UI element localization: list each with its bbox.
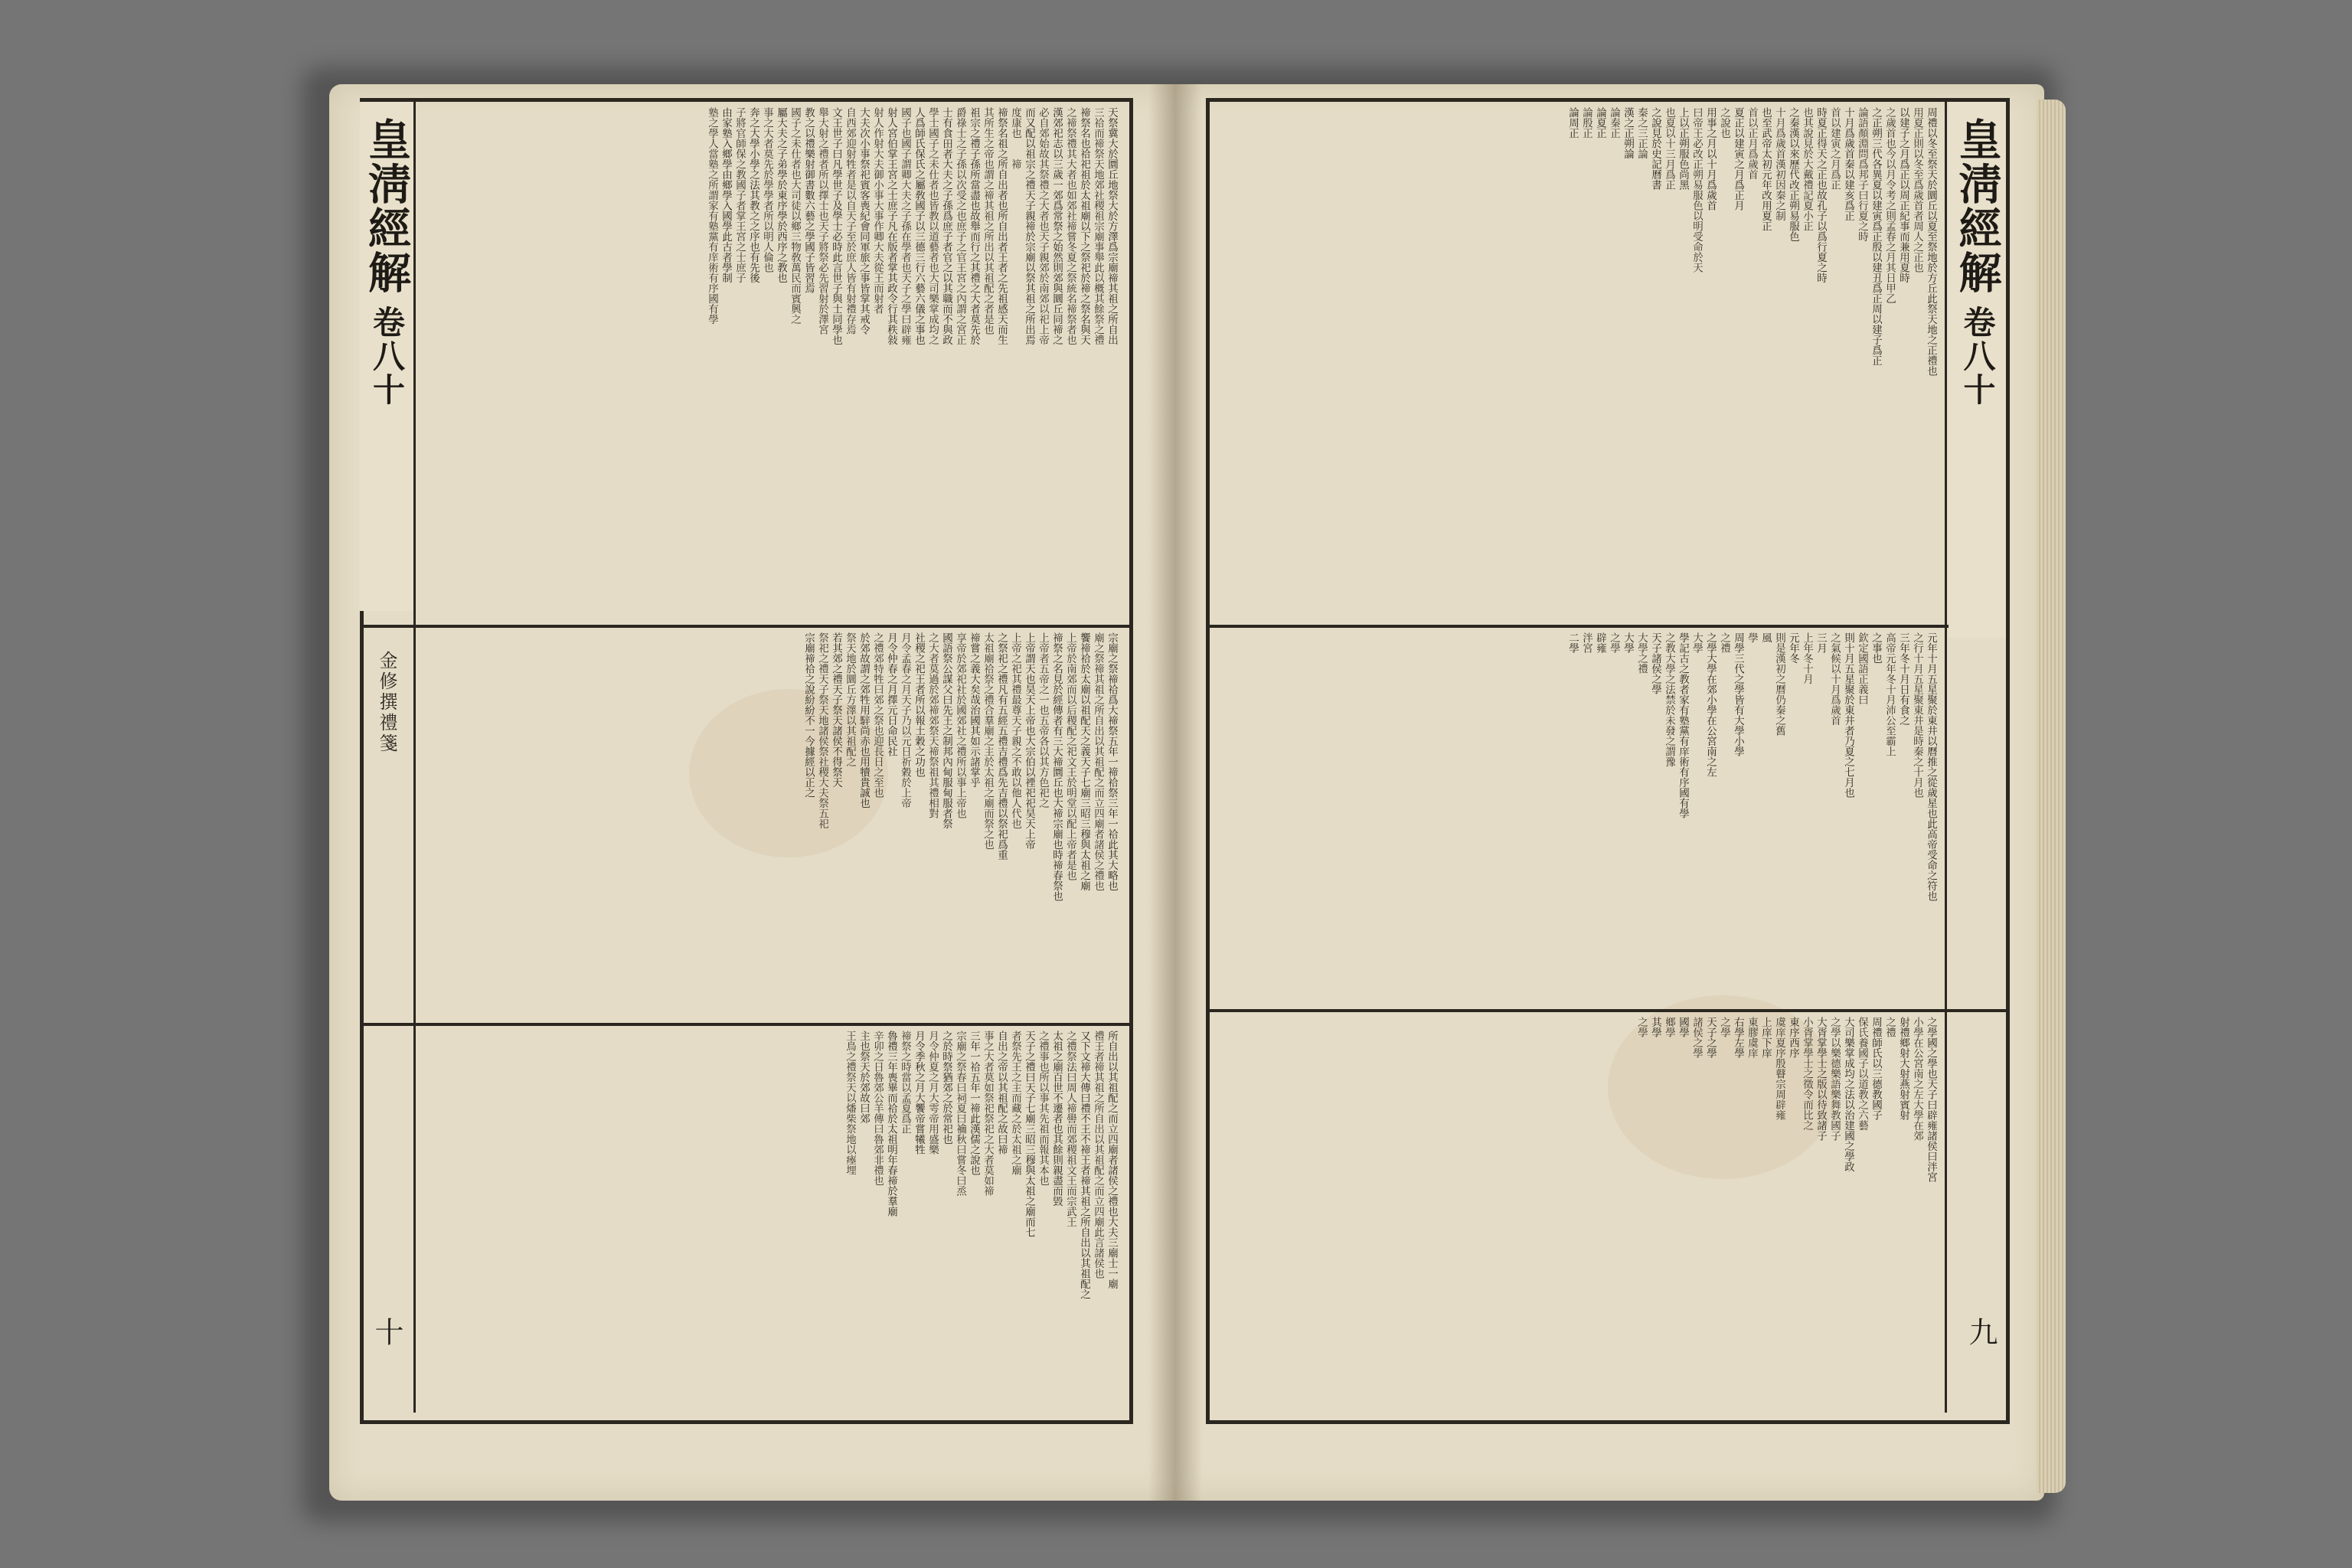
text-column: 上年冬十月 (1801, 632, 1813, 684)
text-column: 又下文禘大傳曰禮不王不禘王者禘其祖之所自出以其祖配之 (1078, 1031, 1090, 1299)
volume-label: 卷八十 (1958, 305, 1997, 407)
text-column: 其學 (1649, 1017, 1661, 1037)
text-column: 宗廟之祭春曰祠夏曰禴秋曰嘗冬曰烝 (954, 1031, 966, 1196)
text-column: 者祭先王之主而藏之於太祖之廟 (1009, 1031, 1021, 1175)
text-column: 學記古之教者家有塾黨有庠術有序國有學 (1677, 632, 1689, 818)
left-upper-band (429, 107, 1118, 620)
text-column: 論語顏淵問爲邦子曰行夏之時 (1856, 107, 1868, 242)
text-column: 之禘祭禮其大者也如郊社禘嘗冬夏之祭統名禘祭者也 (1064, 107, 1076, 345)
text-column: 天子之禮曰天子七廟三昭三穆與太祖之廟而七 (1023, 1031, 1035, 1237)
text-column: 魯禮三年喪畢而祫於太祖明年春禘於羣廟 (885, 1031, 897, 1217)
text-column: 祭天地於圜丘方澤以其祖配之 (844, 632, 856, 767)
book-gutter (1148, 84, 1202, 1501)
text-column: 祭祀之禮天子祭天地諸侯祭社稷大夫祭五祀 (816, 632, 828, 829)
text-column: 三月 (1815, 632, 1827, 653)
text-column: 子將官師保之教國子者掌王宮之士庶子 (733, 107, 746, 283)
text-column: 之學 (1718, 1017, 1730, 1037)
text-column: 用夏正則以冬至爲歲首者周人之正也 (1911, 107, 1923, 273)
text-column: 文王世子曰凡學世子及學士必時此言世子與士同學也 (830, 107, 842, 345)
text-column: 必自郊始故其祭禮之大者也天子親郊於南郊以祀上帝 (1037, 107, 1049, 345)
text-column: 王鳥之禮祭天以燔柴祭地以瘞埋 (844, 1031, 856, 1175)
text-column: 時夏正得天之正也故孔子以爲行夏之時 (1815, 107, 1827, 283)
text-column: 之行十月五星聚東井是時秦之十月也 (1911, 632, 1923, 798)
text-column: 月令孟春之月天子乃以元日祈穀於上帝 (899, 632, 911, 808)
text-column: 大夫次小事祭祀賓客喪紀會同軍旅之事皆掌其戒令 (858, 107, 870, 335)
text-column: 三年一祫五年一禘此漢儒之說也 (968, 1031, 980, 1175)
text-column: 也其說見於大戴禮記夏小正 (1801, 107, 1813, 231)
text-column: 禘祭名也祫祀祖於太祖廟以下之祭祀於禘之祭名與天 (1078, 107, 1090, 345)
text-column: 國子之未仕者也大司徒以鄉三物敎萬民而賓興之 (789, 107, 801, 325)
text-column: 論周正 (1566, 107, 1579, 139)
text-column: 士有食田者大夫之子孫爲庶子者官之以其職而不與政 (940, 107, 952, 345)
text-column: 主也祭天於郊故曰郊 (858, 1031, 870, 1124)
right-band-divider-lower (1206, 1009, 2010, 1012)
right-upper-band (1217, 107, 1937, 620)
text-column: 論殷正 (1580, 107, 1592, 139)
text-column: 上帝之祀其禮最尊天子親之不敢以他人代也 (1009, 632, 1021, 829)
text-column: 鄉學 (1663, 1017, 1675, 1037)
left-fold-strip (360, 102, 413, 611)
text-column: 東膠虞庠 (1746, 1017, 1758, 1058)
text-column: 國語祭公謀父曰先王之制邦內甸服甸服者祭 (940, 632, 952, 829)
series-title: 皇淸經解 (361, 117, 412, 295)
text-column: 月令季秋之月大饗帝嘗犧牲 (913, 1031, 925, 1155)
text-column: 之學國之學也天子曰辟雍諸侯曰泮宮 (1925, 1017, 1937, 1182)
text-column: 奔之大學小學之法其教之之序也有先後 (747, 107, 760, 283)
text-column: 上帝者五帝之一也五帝各以其方色祀之 (1037, 632, 1049, 808)
text-column: 漢郊祀志以三歲一郊爲常祭之始然則郊與圜丘同禘之 (1050, 107, 1063, 345)
text-column: 人爲師氏保氏之屬敎國子以三德三行六藝六儀之事也 (913, 107, 925, 345)
text-column: 之大者莫過於郊禘郊祭天禘祭祖其禮相對 (926, 632, 939, 818)
folio-number: 九 (1964, 1317, 1998, 1346)
text-column: 之禮 (1883, 1017, 1896, 1037)
text-column: 大學 (1690, 632, 1703, 653)
text-column: 東序西序 (1787, 1017, 1799, 1058)
text-column: 風 (1759, 632, 1772, 643)
text-column: 大學 (1622, 632, 1634, 653)
right-lower-band (1217, 1017, 1937, 1409)
text-column: 所自出以其祖配之而立四廟者諸侯之禮也大夫三廟士一廟 (1106, 1031, 1118, 1289)
text-column: 於郊故謂之郊牲用騂尚赤也用犢貴誠也 (858, 632, 870, 808)
text-column: 禘祭之時當以孟夏爲正 (899, 1031, 911, 1134)
text-column: 射人宮伯掌王宮之士庶子凡在版者掌其政令行其秩敍 (885, 107, 897, 345)
text-column: 右學左學 (1732, 1017, 1744, 1058)
right-fold-strip (1949, 102, 2006, 638)
text-column: 饗禘祫於太廟以祖配天之義天子七廟三昭三穆與太祖之廟 (1078, 632, 1090, 891)
text-column: 泮宮 (1580, 632, 1592, 653)
text-column: 禘祭之名見於經傳者有三大禘圜丘也大禘宗廟也時禘春祭也 (1050, 632, 1063, 901)
text-column: 之秦漢以來歷代改正朔易服色 (1787, 107, 1799, 242)
text-column: 事之大者莫如祭祀祭祀之大者莫如禘 (982, 1031, 994, 1196)
text-column: 秦之三正論 (1635, 107, 1648, 159)
text-column: 之學 (1608, 632, 1620, 653)
text-column: 用事之月以十月爲歲首 (1704, 107, 1717, 211)
text-column: 大學之禮 (1635, 632, 1648, 674)
text-column: 之學 (1635, 1017, 1648, 1037)
text-column: 塾之學人當塾之所謂家有塾黨有庠術有序國有學 (706, 107, 718, 325)
text-column: 論秦正 (1608, 107, 1620, 139)
text-column: 周禮師氏以三德教國子 (1870, 1017, 1882, 1120)
left-band-divider-upper (360, 625, 1133, 628)
text-column: 辛卯之日魯郊公羊傳曰魯郊非禮也 (871, 1031, 884, 1186)
text-column: 元年十月五星聚於東井以曆推之從歲星也此高帝受命之符也 (1925, 632, 1937, 901)
text-column: 之禮祭法曰周人禘嚳而郊稷祖文王而宗武王 (1064, 1031, 1076, 1227)
text-column: 首以建寅之月爲正 (1828, 107, 1841, 190)
byline: 金修撰禮箋 (376, 651, 397, 754)
right-middle-band (1217, 632, 1937, 1005)
text-column: 學 (1746, 632, 1758, 643)
text-column: 欽定國語正義曰 (1856, 632, 1868, 705)
text-column: 度康也 禘 (1009, 107, 1021, 169)
text-column: 曰帝王必改正朔易服色以明受命於天 (1690, 107, 1703, 273)
text-column: 十月爲歲首漢初因秦之制 (1773, 107, 1785, 221)
text-column: 三年冬十月日有食之 (1897, 632, 1909, 726)
text-column: 二學 (1566, 632, 1579, 653)
text-column: 祖宗之禮子孫所當盡也故舉而行之其禮之大者莫先於 (968, 107, 980, 345)
left-middle-band (429, 632, 1118, 1019)
text-column: 舉大射之禮者所以擇士也天子將祭必先習射於澤宮 (816, 107, 828, 335)
text-column: 論夏正 (1594, 107, 1606, 139)
text-column: 則十月五星聚於東井者乃夏之七月也 (1842, 632, 1854, 798)
text-column: 也至武帝太初元年改用夏正 (1759, 107, 1772, 231)
text-column: 社稷之祀王者所以報土穀之功也 (913, 632, 925, 777)
text-column: 而又配以祖宗之禮天子親禘於宗廟以祭其祖之所出焉 (1023, 107, 1035, 345)
text-column: 周禮以冬至祭天於圜丘以夏至祭地於方丘此祭天地之正禮也 (1925, 107, 1937, 376)
text-column: 天子諸侯之學 (1649, 632, 1661, 694)
text-column: 夏正以建寅之月爲正月 (1732, 107, 1744, 211)
text-column: 屬大夫之子弟學於東序學於西序之教也 (775, 107, 787, 283)
text-column: 之學以樂德樂語樂舞教國子 (1828, 1017, 1841, 1141)
text-column: 之教大學之法禁於未發之謂豫 (1663, 632, 1675, 767)
text-column: 之氣候以十月爲歲首 (1828, 632, 1841, 726)
text-column: 月令仲夏之月大雩帝用盛樂 (926, 1031, 939, 1155)
text-column: 之於時祭猶郊之於常祀也 (940, 1031, 952, 1145)
text-column: 自西郊迎射牲者是以自天子至於庶人皆有射禮存焉 (844, 107, 856, 335)
series-title: 皇淸經解 (1952, 117, 2003, 295)
text-column: 之禮事也所以事其先祖而報其本也 (1037, 1031, 1049, 1186)
text-column: 周學三代之學皆有大學小學 (1732, 632, 1744, 756)
text-column: 之正朔三代各異夏以建寅爲正殷以建丑爲正周以建子爲正 (1870, 107, 1882, 366)
text-column: 宗廟之祭禘祫爲大禘祭五年一禘祫祭三年一祫此其大略也 (1106, 632, 1118, 891)
text-column: 之說見於史記曆書 (1649, 107, 1661, 190)
text-column: 月令仲春之月擇元日命民社 (885, 632, 897, 756)
text-column: 學士國子之未仕者也皆教以道藝者也大司樂掌成均之 (926, 107, 939, 345)
text-column: 宗廟禘祫之說紛紛不一今據經以正之 (802, 632, 815, 798)
text-column: 國學 (1677, 1017, 1689, 1037)
text-column: 高帝元年冬十月沛公至霸上 (1883, 632, 1896, 756)
left-band-divider-lower (360, 1023, 1133, 1026)
fold-line (1945, 102, 1947, 1413)
text-column: 教之以禮樂射御書數六藝之學國子皆習焉 (802, 107, 815, 293)
text-column: 上以正朔服色尚黑 (1677, 107, 1689, 190)
text-column: 上帝謂天也昊天上帝也大宗伯以禋祀祀昊天上帝 (1023, 632, 1035, 850)
text-column: 射禮鄉射大射燕射賓射 (1897, 1017, 1909, 1120)
text-column: 諸侯之學 (1690, 1017, 1703, 1058)
text-column: 上帝於南郊而以后稷配之祀文王於明堂以配上帝者是也 (1064, 632, 1076, 880)
text-column: 之說也 (1718, 107, 1730, 139)
text-column: 禘祭名祖之所自出者也所自出者王者之先祖感天而生 (995, 107, 1008, 345)
text-column: 三祫而禘祭天地郊社稷祖宗廟事舉此以概其餘祭之禮 (1092, 107, 1104, 345)
text-column: 保氏養國子以道教之六藝 (1856, 1017, 1868, 1131)
text-column: 自出之帝以其祖配之故曰禘 (995, 1031, 1008, 1155)
text-column: 首以正月爲歲首 (1746, 107, 1758, 180)
text-column: 禘嘗之義大矣哉治國其如示諸掌乎 (968, 632, 980, 788)
text-column: 事之大者莫先於學學者所以明人倫也 (761, 107, 773, 273)
text-column: 廟之祭禘其祖之所自出以其祖配之而立四廟者諸侯之禮也 (1092, 632, 1104, 891)
text-column: 由家塾入鄉學由鄉學入國學此古者學制 (720, 107, 732, 283)
text-column: 大司樂掌成均之法以治建國之學政 (1842, 1017, 1854, 1172)
text-column: 禮王者禘其祖之所自出以其祖配之而立四廟此言諸侯也 (1092, 1031, 1104, 1279)
text-column: 辟雍 (1594, 632, 1606, 653)
volume-label: 卷八十 (368, 305, 406, 407)
text-column: 小學在公宮南之左大學在郊 (1911, 1017, 1923, 1141)
text-column: 之歲首也今以月令考之則孟春之月其日甲乙 (1883, 107, 1896, 304)
text-column: 元年冬 (1787, 632, 1799, 664)
text-column: 享帝於郊祀社於國郊社之禮所以事上帝也 (954, 632, 966, 818)
text-column: 太祖廟祫祭之禮合羣廟之主於太祖之廟而祭之也 (982, 632, 994, 850)
text-column: 之禮郊特牲曰郊之祭也迎長日之至也 (871, 632, 884, 798)
text-column: 之祭祀之禮凡有五經五禮吉禮爲先吉禮以祭祀爲重 (995, 632, 1008, 860)
folio-number: 十 (370, 1317, 403, 1346)
text-column: 也夏以十三月爲正 (1663, 107, 1675, 190)
text-column: 漢之正朔論 (1622, 107, 1634, 159)
text-column: 爵祿士之子孫以次受之也庶子之官王宮之內謂之宮正 (954, 107, 966, 345)
fold-line (413, 102, 416, 1413)
text-column: 太祖之廟百世不遷者也其餘則親盡而毀 (1050, 1031, 1063, 1207)
text-column: 則是漢初之曆仍秦之舊 (1773, 632, 1785, 736)
text-column: 其所生之帝也謂之禘其祖之所出以其祖配之者是也 (982, 107, 994, 335)
text-column: 之事也 (1870, 632, 1882, 664)
text-column: 小胥掌學士之徵令而比之 (1801, 1017, 1813, 1131)
text-column: 若其郊之禮天子祭天諸侯不得祭天 (830, 632, 842, 788)
text-column: 射人作射大夫御小事大事作卿大夫從王而射者 (871, 107, 884, 314)
text-column: 之學大學在郊小學在公宮南之左 (1704, 632, 1717, 777)
left-lower-band (429, 1031, 1118, 1410)
text-column: 以建子之月爲正以周正紀事而兼用夏時 (1897, 107, 1909, 283)
right-band-divider-upper (1206, 625, 2010, 628)
text-column: 十月爲歲首秦以建亥爲正 (1842, 107, 1854, 221)
text-column: 虞庠夏序殷瞽宗周辟雍 (1773, 1017, 1785, 1120)
page-edges (2037, 100, 2066, 1493)
text-column: 之禮 (1718, 632, 1730, 653)
text-column: 國子也國子謂卿大夫之子孫在學者也天子之學曰辟雍 (899, 107, 911, 345)
text-column: 大胥掌學士之版以待致諸子 (1815, 1017, 1827, 1141)
text-column: 上庠下庠 (1759, 1017, 1772, 1058)
text-column: 天祭冀大於圜丘地祭大於方澤爲宗廟禘其祖之所自出 (1106, 107, 1118, 345)
text-column: 天子之學 (1704, 1017, 1717, 1058)
